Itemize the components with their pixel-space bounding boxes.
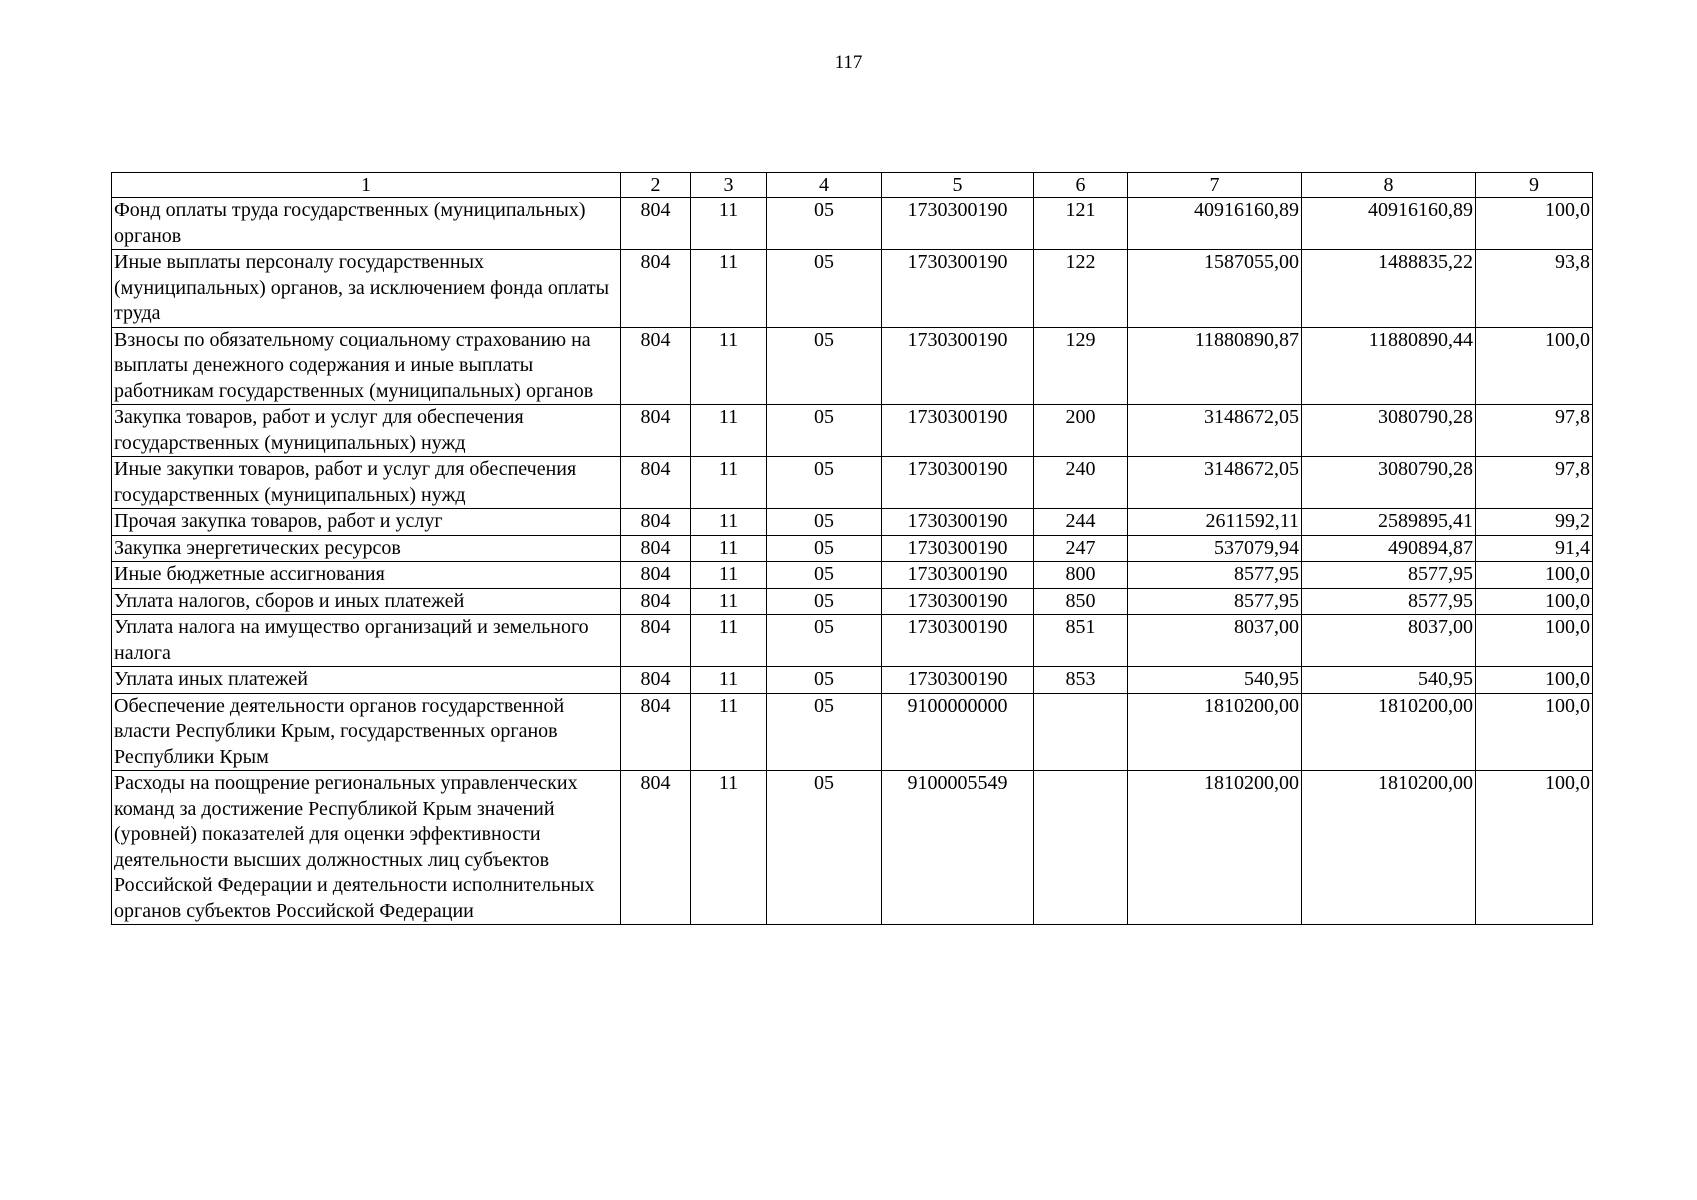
cell-col9: 100,0 [1476,693,1593,771]
cell-name: Иные бюджетные ассигнования [112,562,621,589]
cell-col6: 850 [1034,588,1128,615]
cell-col3: 11 [691,588,767,615]
column-header: 5 [882,173,1034,198]
header-row [112,173,1593,198]
cell-col2: 804 [621,250,691,328]
cell-col7: 40916160,89 [1128,198,1302,250]
cell-col7: 2611592,11 [1128,509,1302,536]
table-row [112,509,1593,536]
cell-col6: 240 [1034,457,1128,509]
table-row [112,327,1593,405]
cell-col4: 05 [767,198,882,250]
table-row [112,405,1593,457]
table-row [112,588,1593,615]
cell-col3: 11 [691,405,767,457]
cell-col5: 1730300190 [882,509,1034,536]
cell-col8: 540,95 [1302,667,1476,694]
table-row [112,250,1593,328]
cell-name: Иные закупки товаров, работ и услуг для обеспечения государственных (муниципальных) нужд [112,457,621,509]
cell-col4: 05 [767,693,882,771]
cell-name: Фонд оплаты труда государственных (муниципальных) органов [112,198,621,250]
cell-name: Уплата иных платежей [112,667,621,694]
cell-col8: 3080790,28 [1302,405,1476,457]
cell-col2: 804 [621,693,691,771]
cell-col7: 11880890,87 [1128,327,1302,405]
cell-col9: 99,2 [1476,509,1593,536]
cell-col7: 1810200,00 [1128,771,1302,925]
cell-col9: 100,0 [1476,588,1593,615]
cell-col3: 11 [691,693,767,771]
cell-col8: 1810200,00 [1302,771,1476,925]
cell-col3: 11 [691,327,767,405]
cell-col8: 1810200,00 [1302,693,1476,771]
cell-col2: 804 [621,771,691,925]
cell-col3: 11 [691,615,767,667]
cell-col8: 8037,00 [1302,615,1476,667]
table-body [112,198,1593,925]
cell-col2: 804 [621,405,691,457]
column-header: 3 [691,173,767,198]
cell-col4: 05 [767,250,882,328]
cell-col8: 3080790,28 [1302,457,1476,509]
cell-col6: 800 [1034,562,1128,589]
cell-col6: 851 [1034,615,1128,667]
cell-col6: 200 [1034,405,1128,457]
table-row [112,457,1593,509]
table-row [112,198,1593,250]
cell-col4: 05 [767,535,882,562]
cell-col8: 490894,87 [1302,535,1476,562]
column-header: 1 [112,173,621,198]
budget-table [111,172,1593,925]
cell-name: Закупка энергетических ресурсов [112,535,621,562]
column-header: 2 [621,173,691,198]
cell-col4: 05 [767,327,882,405]
cell-col3: 11 [691,457,767,509]
cell-col9: 100,0 [1476,327,1593,405]
cell-col5: 1730300190 [882,588,1034,615]
cell-col5: 1730300190 [882,250,1034,328]
cell-col4: 05 [767,771,882,925]
cell-col6: 121 [1034,198,1128,250]
column-header: 8 [1302,173,1476,198]
cell-name: Расходы на поощрение региональных управленческих команд за достижение Республикой Крым значений (уровней) показателей для оценки эффективности деятельности высших должностных лиц субъектов Российской Федерации и деятельности исполнительных органов субъектов Российской Федерации [112,771,621,925]
cell-col8: 1488835,22 [1302,250,1476,328]
cell-col7: 8577,95 [1128,588,1302,615]
cell-col4: 05 [767,562,882,589]
cell-col7: 1810200,00 [1128,693,1302,771]
table-row [112,615,1593,667]
cell-col3: 11 [691,509,767,536]
cell-col9: 91,4 [1476,535,1593,562]
cell-col9: 93,8 [1476,250,1593,328]
cell-col9: 97,8 [1476,405,1593,457]
cell-col2: 804 [621,509,691,536]
cell-col6: 122 [1034,250,1128,328]
cell-col2: 804 [621,457,691,509]
cell-col2: 804 [621,667,691,694]
cell-col6: 129 [1034,327,1128,405]
cell-name: Обеспечение деятельности органов государственной власти Республики Крым, государственных органов Республики Крым [112,693,621,771]
cell-col3: 11 [691,535,767,562]
cell-col3: 11 [691,667,767,694]
cell-col5: 9100000000 [882,693,1034,771]
cell-col4: 05 [767,405,882,457]
cell-col8: 11880890,44 [1302,327,1476,405]
cell-col5: 1730300190 [882,198,1034,250]
cell-name: Иные выплаты персоналу государственных (муниципальных) органов, за исключением фонда оплаты труда [112,250,621,328]
cell-col4: 05 [767,615,882,667]
cell-col9: 100,0 [1476,615,1593,667]
cell-col7: 8037,00 [1128,615,1302,667]
cell-col6: 247 [1034,535,1128,562]
cell-col6: 244 [1034,509,1128,536]
cell-name: Уплата налогов, сборов и иных платежей [112,588,621,615]
column-header: 6 [1034,173,1128,198]
cell-col2: 804 [621,198,691,250]
table-row [112,535,1593,562]
column-header: 9 [1476,173,1593,198]
cell-col3: 11 [691,198,767,250]
cell-col7: 537079,94 [1128,535,1302,562]
cell-col5: 1730300190 [882,562,1034,589]
cell-col3: 11 [691,771,767,925]
cell-col9: 100,0 [1476,667,1593,694]
cell-col5: 1730300190 [882,535,1034,562]
table-row [112,667,1593,694]
cell-col2: 804 [621,562,691,589]
cell-col4: 05 [767,509,882,536]
column-header: 4 [767,173,882,198]
cell-name: Закупка товаров, работ и услуг для обеспечения государственных (муниципальных) нужд [112,405,621,457]
table-row [112,562,1593,589]
cell-col8: 8577,95 [1302,588,1476,615]
cell-col9: 97,8 [1476,457,1593,509]
cell-col3: 11 [691,562,767,589]
cell-col7: 3148672,05 [1128,405,1302,457]
cell-col2: 804 [621,327,691,405]
column-header: 7 [1128,173,1302,198]
table-row [112,693,1593,771]
cell-col8: 40916160,89 [1302,198,1476,250]
cell-col9: 100,0 [1476,198,1593,250]
cell-col4: 05 [767,588,882,615]
cell-col3: 11 [691,250,767,328]
cell-col2: 804 [621,588,691,615]
cell-col7: 8577,95 [1128,562,1302,589]
cell-col4: 05 [767,667,882,694]
cell-name: Прочая закупка товаров, работ и услуг [112,509,621,536]
cell-col8: 2589895,41 [1302,509,1476,536]
cell-col8: 8577,95 [1302,562,1476,589]
cell-col5: 1730300190 [882,667,1034,694]
cell-col5: 1730300190 [882,327,1034,405]
cell-col2: 804 [621,615,691,667]
cell-col4: 05 [767,457,882,509]
cell-col9: 100,0 [1476,562,1593,589]
cell-col7: 540,95 [1128,667,1302,694]
cell-col7: 3148672,05 [1128,457,1302,509]
cell-col5: 1730300190 [882,457,1034,509]
cell-name: Уплата налога на имущество организаций и земельного налога [112,615,621,667]
table-row [112,771,1593,925]
cell-col7: 1587055,00 [1128,250,1302,328]
cell-name: Взносы по обязательному социальному страхованию на выплаты денежного содержания и иные выплаты работникам государственных (муниципальных) органов [112,327,621,405]
cell-col5: 1730300190 [882,405,1034,457]
cell-col6 [1034,771,1128,925]
cell-col5: 1730300190 [882,615,1034,667]
cell-col9: 100,0 [1476,771,1593,925]
cell-col5: 9100005549 [882,771,1034,925]
cell-col6: 853 [1034,667,1128,694]
page-number: 117 [834,52,863,73]
cell-col6 [1034,693,1128,771]
cell-col2: 804 [621,535,691,562]
